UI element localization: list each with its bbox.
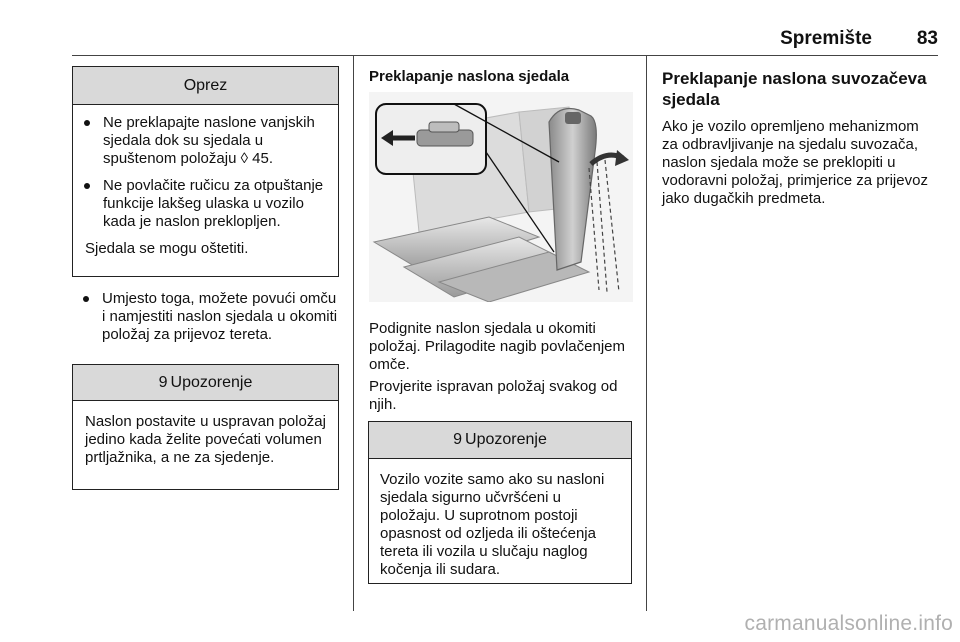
seat-illustration — [369, 92, 633, 302]
page-number: 83 — [916, 28, 938, 49]
warning-box-2-body — [369, 459, 631, 587]
column-divider-2 — [646, 55, 647, 611]
warning-title: Upozorenje — [465, 431, 547, 448]
warning-title: Upozorenje — [170, 373, 253, 391]
header-divider — [72, 55, 938, 56]
section-heading: Preklapanje naslona sjedala — [369, 68, 570, 85]
warning-box-1 — [72, 364, 339, 490]
warning-box-2-header — [369, 422, 631, 459]
warning-box-2 — [368, 421, 632, 584]
warning-text: Naslon postavite u uspravan položaj jedino kada želite povećati volumen prtljažnika, a ne za sjedenje. — [85, 413, 326, 466]
caution-item-1: Ne preklapajte naslone vanjskih sjedala dok su sjedala u spuštenom položaju ◊ 45. — [82, 114, 329, 168]
warning-icon: 9 — [453, 431, 463, 448]
watermark: carmanualsonline.info — [744, 612, 953, 635]
warning-icon: 9 — [158, 373, 168, 391]
caution-list — [82, 114, 329, 231]
instruction-paragraph-1: Podignite naslon sjedala u okomiti položaj. Prilagodite nagib povlačenjem omče. — [369, 320, 625, 373]
caution-item-2: Ne povlačite ručicu za otpuštanje funkcije lakšeg ulaska u vozilo kada je naslon preklopljen. — [82, 177, 329, 231]
instruction-paragraph-2: Provjerite ispravan položaj svakog od njih. — [369, 378, 618, 413]
caution-box — [72, 66, 339, 277]
warning-text: Vozilo vozite samo ako su nasloni sjedala sigurno učvršćeni u položaju. U suprotnom postoji opasnost od ozljeda ili oštećenja tereta ili vozila u slučaju naglog kočenja ili sudara. — [380, 471, 605, 578]
bullet-item: Umjesto toga, možete povući omču i namjestiti naslon sjedala u okomiti položaj za prijevoz tereta. — [81, 290, 339, 344]
column-divider-1 — [353, 55, 354, 611]
section-heading-passenger: Preklapanje naslona suvozačeva sjedala — [662, 69, 927, 109]
bullet-list — [81, 290, 339, 353]
seat-illustration-svg — [369, 92, 633, 302]
caution-footer: Sjedala se mogu oštetiti. — [85, 240, 249, 257]
passenger-seat-paragraph: Ako je vozilo opremljeno mehanizmom za odbravljivanje na sjedalu suvozača, naslon sjedala može se preklopiti u vodoravni položaj, primjerice za prijevoz jako dugačkih predmeta. — [662, 118, 928, 207]
caution-box-header — [73, 67, 338, 105]
warning-box-1-header — [73, 365, 338, 401]
caution-box-body — [73, 105, 338, 266]
page-header-title: Spremište — [780, 28, 872, 49]
caution-title: Oprez — [183, 76, 228, 94]
warning-box-1-body — [73, 401, 338, 475]
